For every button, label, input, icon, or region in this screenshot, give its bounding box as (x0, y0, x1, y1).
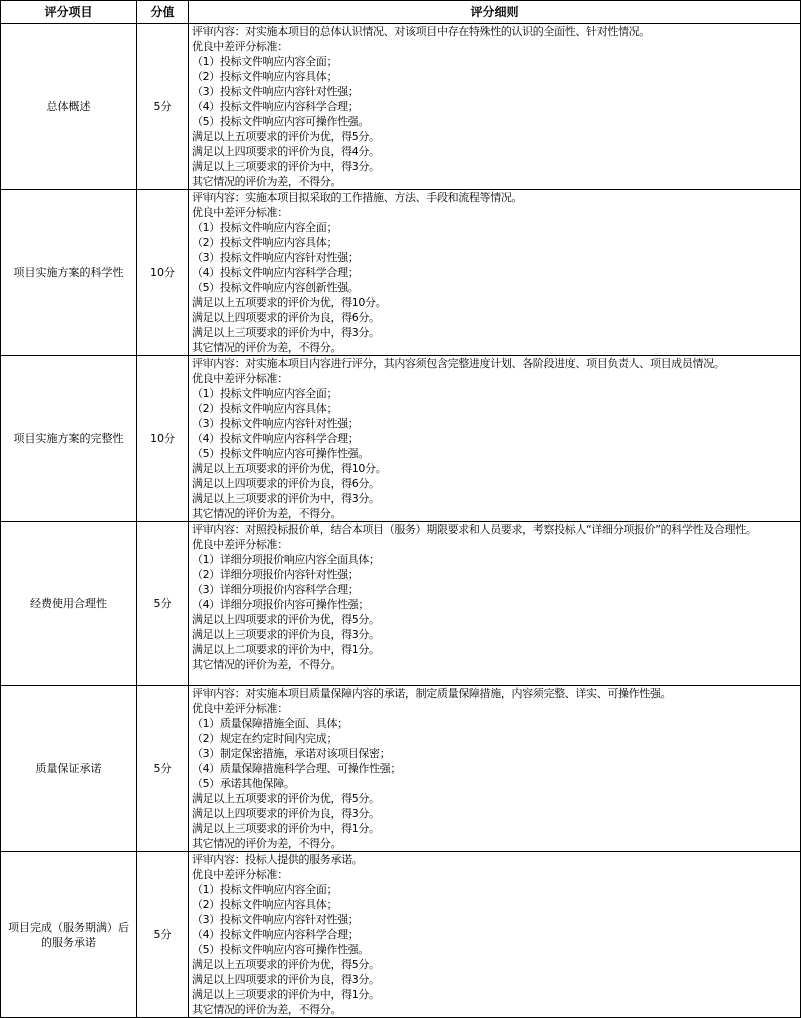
detail-line: 满足以上四项要求的评价为良，得3分。 (192, 807, 380, 820)
detail-line: 优良中差评分标准： (192, 538, 288, 551)
detail-line: （4）详细分项报价内容可操作性强； (192, 598, 370, 611)
detail-line: （3）投标文件响应内容针对性强； (192, 85, 359, 98)
detail-line: 满足以上四项要求的评价为良，得4分。 (192, 145, 380, 158)
detail-line: 优良中差评分标准： (192, 40, 288, 53)
detail-line: （5）投标文件响应内容可操作性强。 (192, 447, 370, 460)
item-detail (189, 686, 801, 852)
detail-line: 评审内容：对实施本项目的总体认识情况、对该项目中存在特殊性的认识的全面性、针对性情况。 (192, 25, 650, 38)
item-score: 5分 (137, 852, 189, 1018)
detail-line: （1）投标文件响应内容全面； (192, 387, 338, 400)
header-row (1, 1, 801, 24)
detail-line: （5）承诺其他保障。 (192, 777, 295, 790)
item-detail (189, 24, 801, 190)
table-body (1, 24, 801, 1018)
item-name: 项目完成（服务期满）后的服务承诺 (1, 852, 137, 1018)
detail-line: 优良中差评分标准： (192, 206, 288, 219)
detail-line: 评审内容：投标人提供的服务承诺。 (192, 853, 363, 866)
detail-line: （3）制定保密措施，承诺对该项目保密； (192, 747, 391, 760)
item-score: 10分 (137, 356, 189, 522)
item-detail (189, 522, 801, 686)
item-score: 5分 (137, 24, 189, 190)
detail-line: 满足以上五项要求的评价为优，得5分。 (192, 792, 380, 805)
detail-line: （2）详细分项报价内容针对性强； (192, 568, 359, 581)
item-name: 项目实施方案的完整性 (1, 356, 137, 522)
detail-line: （3）投标文件响应内容针对性强； (192, 417, 359, 430)
table-row (1, 24, 801, 190)
detail-line: 评审内容：对实施本项目质量保障内容的承诺，制定质量保障措施，内容须完整、详实、可操作性强。 (192, 687, 672, 700)
detail-line: 满足以上二项要求的评价为中，得1分。 (192, 643, 380, 656)
detail-line: 满足以上三项要求的评价为中，得1分。 (192, 988, 380, 1001)
item-detail (189, 190, 801, 356)
detail-line: （3）投标文件响应内容针对性强； (192, 913, 359, 926)
detail-line: （1）投标文件响应内容全面； (192, 221, 338, 234)
detail-line: 其它情况的评价为差，不得分。 (192, 507, 342, 520)
item-name: 总体概述 (1, 24, 137, 190)
detail-line: 满足以上三项要求的评价为良，得3分。 (192, 628, 380, 641)
detail-line: 其它情况的评价为差，不得分。 (192, 1003, 342, 1016)
detail-line: 评审内容：对照投标报价单，结合本项目（服务）期限要求和人员要求，考察投标人“详细分项报价”的科学性及合理性。 (192, 523, 757, 536)
detail-line: （2）投标文件响应内容具体； (192, 236, 338, 249)
detail-line: （2）投标文件响应内容具体； (192, 898, 338, 911)
detail-line: （4）投标文件响应内容科学合理； (192, 266, 359, 279)
detail-line: 满足以上五项要求的评价为优，得5分。 (192, 130, 380, 143)
detail-line: （4）质量保障措施科学合理、可操作性强； (192, 762, 401, 775)
item-score: 5分 (137, 686, 189, 852)
table-row (1, 852, 801, 1018)
detail-line: （1）质量保障措施全面、具体； (192, 717, 348, 730)
header-score: 分值 (137, 1, 189, 24)
detail-line: 满足以上四项要求的评价为良，得6分。 (192, 477, 380, 490)
detail-line: 满足以上三项要求的评价为中，得3分。 (192, 326, 380, 339)
detail-line: 优良中差评分标准： (192, 868, 288, 881)
detail-line: 其它情况的评价为差，不得分。 (192, 837, 342, 850)
detail-line: 满足以上五项要求的评价为优，得10分。 (192, 296, 387, 309)
detail-line: 满足以上四项要求的评价为优，得5分。 (192, 613, 380, 626)
header-detail: 评分细则 (189, 1, 801, 24)
detail-line: 优良中差评分标准： (192, 372, 288, 385)
detail-line: 评审内容：实施本项目拟采取的工作措施、方法、手段和流程等情况。 (192, 191, 523, 204)
item-detail (189, 852, 801, 1018)
detail-line: （5）投标文件响应内容可操作性强。 (192, 115, 370, 128)
detail-line: 其它情况的评价为差，不得分。 (192, 175, 342, 188)
detail-line: 其它情况的评价为差，不得分。 (192, 341, 342, 354)
detail-line: 满足以上五项要求的评价为优，得10分。 (192, 462, 387, 475)
item-score: 10分 (137, 190, 189, 356)
item-detail (189, 356, 801, 522)
detail-line: （1）详细分项报价响应内容全面具体； (192, 553, 380, 566)
item-name: 项目实施方案的科学性 (1, 190, 137, 356)
detail-line: 满足以上三项要求的评价为中，得1分。 (192, 822, 380, 835)
detail-line: 其它情况的评价为差，不得分。 (192, 658, 342, 671)
detail-line: （3）投标文件响应内容针对性强； (192, 251, 359, 264)
item-name: 经费使用合理性 (1, 522, 137, 686)
detail-line: （1）投标文件响应内容全面； (192, 55, 338, 68)
detail-line: 满足以上四项要求的评价为良，得6分。 (192, 311, 380, 324)
table-row (1, 686, 801, 852)
detail-line: （5）投标文件响应内容可操作性强。 (192, 943, 370, 956)
detail-line: （4）投标文件响应内容科学合理； (192, 100, 359, 113)
detail-line: 满足以上四项要求的评价为良，得3分。 (192, 973, 380, 986)
table-row (1, 522, 801, 686)
table-row (1, 190, 801, 356)
detail-line: 评审内容：对实施本项目内容进行评分，其内容须包含完整进度计划、各阶段进度、项目负责人、项目成员情况。 (192, 357, 725, 370)
detail-line: （4）投标文件响应内容科学合理； (192, 928, 359, 941)
detail-line: 优良中差评分标准： (192, 702, 288, 715)
detail-line: （1）投标文件响应内容全面； (192, 883, 338, 896)
detail-line: 满足以上五项要求的评价为优，得5分。 (192, 958, 380, 971)
item-score: 5分 (137, 522, 189, 686)
item-name: 质量保证承诺 (1, 686, 137, 852)
detail-line: （2）规定在约定时间内完成； (192, 732, 338, 745)
detail-line: （2）投标文件响应内容具体； (192, 70, 338, 83)
detail-line: （2）投标文件响应内容具体； (192, 402, 338, 415)
detail-line: 满足以上三项要求的评价为中，得3分。 (192, 492, 380, 505)
table-row (1, 356, 801, 522)
header-item: 评分项目 (1, 1, 137, 24)
detail-line: （5）投标文件响应内容创新性强。 (192, 281, 359, 294)
detail-line: （4）投标文件响应内容科学合理； (192, 432, 359, 445)
detail-line: 满足以上三项要求的评价为中，得3分。 (192, 160, 380, 173)
detail-line: （3）详细分项报价内容科学合理； (192, 583, 359, 596)
